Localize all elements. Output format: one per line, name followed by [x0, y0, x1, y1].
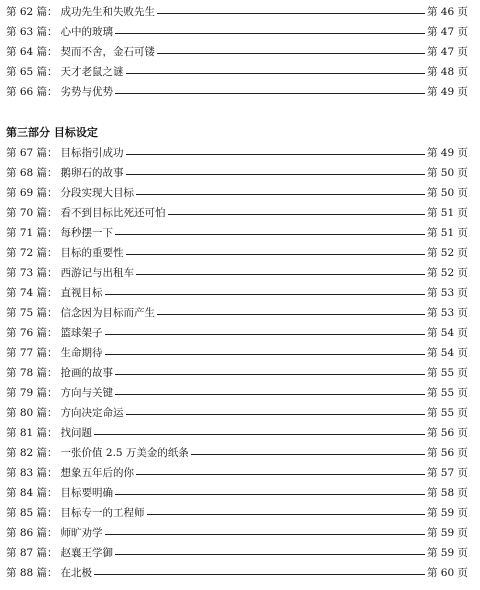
toc-entry [6, 383, 468, 403]
toc-entry-number: 第 65 篇： [6, 66, 58, 78]
toc-leader-line [105, 534, 425, 535]
toc-entry [6, 423, 468, 443]
toc-entry-number: 第 62 篇： [6, 6, 58, 18]
toc-entry-title: 赵襄王学御 [60, 547, 114, 559]
toc-entry-page: 第 53 页 [426, 287, 468, 299]
toc-entry-title: 找问题 [60, 427, 93, 439]
toc-entry-number: 第 77 篇： [6, 347, 58, 359]
toc-entry-page: 第 48 页 [426, 66, 468, 78]
toc-entry [6, 163, 468, 183]
toc-entry [6, 503, 468, 523]
toc-entry-number: 第 72 篇： [6, 247, 58, 259]
toc-entry-page: 第 59 页 [426, 507, 468, 519]
toc-entry-page: 第 55 页 [426, 407, 468, 419]
toc-leader-line [136, 274, 425, 275]
toc-entry-number: 第 68 篇： [6, 167, 58, 179]
toc-entry [6, 283, 468, 303]
toc-leader-line [115, 494, 425, 495]
toc-leader-line [147, 514, 425, 515]
toc-leader-line [115, 394, 425, 395]
toc-entry [6, 243, 468, 263]
toc-entry-title: 信念因为目标而产生 [60, 307, 156, 319]
toc-leader-line [136, 194, 425, 195]
toc-entry-page: 第 59 页 [426, 547, 468, 559]
toc-entry-number: 第 76 篇： [6, 327, 58, 339]
toc-entry-number: 第 84 篇： [6, 487, 58, 499]
toc-entry-number: 第 75 篇： [6, 307, 58, 319]
toc-entry [6, 203, 468, 223]
toc-entry [6, 2, 468, 22]
toc-entry-title: 西游记与出租车 [60, 267, 135, 279]
toc-leader-line [105, 354, 425, 355]
toc-entry-title: 契而不舍，金石可镂 [60, 46, 156, 58]
toc-entry-title: 生命期待 [60, 347, 103, 359]
toc-entry-number: 第 79 篇： [6, 387, 58, 399]
toc-entry-number: 第 83 篇： [6, 467, 58, 479]
toc-leader-line [168, 214, 425, 215]
toc-entry-title: 篮球架子 [60, 327, 103, 339]
toc-entry-title: 在北极 [60, 567, 93, 579]
toc-entry-page: 第 54 页 [426, 347, 468, 359]
toc-entry [6, 323, 468, 343]
toc-leader-line [157, 314, 425, 315]
toc-entry-title: 抢画的故事 [60, 367, 114, 379]
toc-entry-number: 第 71 篇： [6, 227, 58, 239]
toc-entry-page: 第 51 页 [426, 207, 468, 219]
toc-leader-line [105, 294, 425, 295]
toc-entry-number: 第 67 篇： [6, 147, 58, 159]
toc-entry-title: 看不到目标比死还可怕 [60, 207, 166, 219]
toc-leader-line [157, 13, 425, 14]
toc-entry-page: 第 56 页 [426, 427, 468, 439]
toc-section-part-three [6, 143, 468, 583]
toc-leader-line [136, 474, 425, 475]
toc-leader-line [126, 254, 425, 255]
toc-entry-number: 第 82 篇： [6, 447, 58, 459]
toc-entry [6, 62, 468, 82]
toc-entry [6, 523, 468, 543]
toc-leader-line [115, 33, 425, 34]
toc-entry-page: 第 52 页 [426, 267, 468, 279]
toc-entry-title: 直视目标 [60, 287, 103, 299]
toc-entry-number: 第 80 篇： [6, 407, 58, 419]
toc-leader-line [115, 374, 425, 375]
toc-leader-line [115, 554, 425, 555]
toc-entry-number: 第 88 篇： [6, 567, 58, 579]
toc-entry-title: 成功先生和失败先生 [60, 6, 156, 18]
toc-leader-line [126, 414, 425, 415]
toc-entry-number: 第 63 篇： [6, 26, 58, 38]
toc-entry-page: 第 52 页 [426, 247, 468, 259]
toc-entry-number: 第 69 篇： [6, 187, 58, 199]
toc-leader-line [115, 93, 425, 94]
toc-entry-title: 劣势与优势 [60, 86, 114, 98]
toc-entry-title: 目标的重要性 [60, 247, 124, 259]
toc-entry-page: 第 50 页 [426, 187, 468, 199]
toc-entry-title: 师旷劝学 [60, 527, 103, 539]
toc-entry [6, 223, 468, 243]
toc-entry-number: 第 78 篇： [6, 367, 58, 379]
toc-entry [6, 543, 468, 563]
toc-entry-page: 第 49 页 [426, 86, 468, 98]
toc-entry-title: 方向决定命运 [60, 407, 124, 419]
toc-entry-page: 第 58 页 [426, 487, 468, 499]
toc-entry-page: 第 47 页 [426, 26, 468, 38]
toc-leader-line [157, 53, 425, 54]
toc-entry-page: 第 56 页 [426, 447, 468, 459]
toc-entry [6, 42, 468, 62]
toc-entry-page: 第 55 页 [426, 367, 468, 379]
toc-entry-page: 第 57 页 [426, 467, 468, 479]
toc-entry-page: 第 59 页 [426, 527, 468, 539]
toc-leader-line [191, 454, 425, 455]
toc-entry [6, 143, 468, 163]
toc-leader-line [105, 334, 425, 335]
toc-entry-page: 第 54 页 [426, 327, 468, 339]
toc-entry-page: 第 51 页 [426, 227, 468, 239]
toc-leader-line [115, 234, 425, 235]
toc-entry-title: 目标要明确 [60, 487, 114, 499]
toc-entry-page: 第 46 页 [426, 6, 468, 18]
toc-entry [6, 443, 468, 463]
toc-entry-number: 第 85 篇： [6, 507, 58, 519]
part-heading: 第三部分 目标设定 [6, 126, 98, 139]
toc-entry [6, 463, 468, 483]
toc-entry-page: 第 55 页 [426, 387, 468, 399]
toc-entry-title: 想象五年后的你 [60, 467, 135, 479]
toc-entry-page: 第 49 页 [426, 147, 468, 159]
toc-entry-title: 鹅卵石的故事 [60, 167, 124, 179]
toc-entry-title: 一张价值 2.5 万美金的纸条 [60, 447, 189, 459]
toc-entry-page: 第 47 页 [426, 46, 468, 58]
toc-entry-number: 第 81 篇： [6, 427, 58, 439]
toc-entry-title: 每秒摆一下 [60, 227, 114, 239]
toc-entry [6, 363, 468, 383]
toc-entry [6, 403, 468, 423]
toc-entry-page: 第 53 页 [426, 307, 468, 319]
toc-entry [6, 563, 468, 583]
toc-entry-number: 第 66 篇： [6, 86, 58, 98]
toc-section-part-two-tail [6, 2, 468, 102]
toc-leader-line [126, 73, 425, 74]
toc-entry [6, 483, 468, 503]
toc-entry [6, 263, 468, 283]
toc-leader-line [94, 574, 425, 575]
toc-leader-line [126, 174, 425, 175]
toc-entry-title: 天才老鼠之谜 [60, 66, 124, 78]
toc-leader-line [126, 154, 425, 155]
toc-entry-number: 第 86 篇： [6, 527, 58, 539]
toc-entry [6, 22, 468, 42]
toc-entry [6, 82, 468, 102]
toc-leader-line [94, 434, 425, 435]
toc-entry [6, 343, 468, 363]
toc-entry-title: 目标专一的工程师 [60, 507, 145, 519]
toc-entry-title: 目标指引成功 [60, 147, 124, 159]
toc-entry [6, 303, 468, 323]
toc-entry-title: 心中的玻璃 [60, 26, 114, 38]
toc-entry-page: 第 60 页 [426, 567, 468, 579]
toc-entry-number: 第 74 篇： [6, 287, 58, 299]
toc-entry-number: 第 70 篇： [6, 207, 58, 219]
toc-entry-page: 第 50 页 [426, 167, 468, 179]
toc-entry-number: 第 64 篇： [6, 46, 58, 58]
toc-entry-number: 第 87 篇： [6, 547, 58, 559]
toc-entry-title: 方向与关键 [60, 387, 114, 399]
toc-entry [6, 183, 468, 203]
toc-entry-title: 分段实现大目标 [60, 187, 135, 199]
toc-entry-number: 第 73 篇： [6, 267, 58, 279]
